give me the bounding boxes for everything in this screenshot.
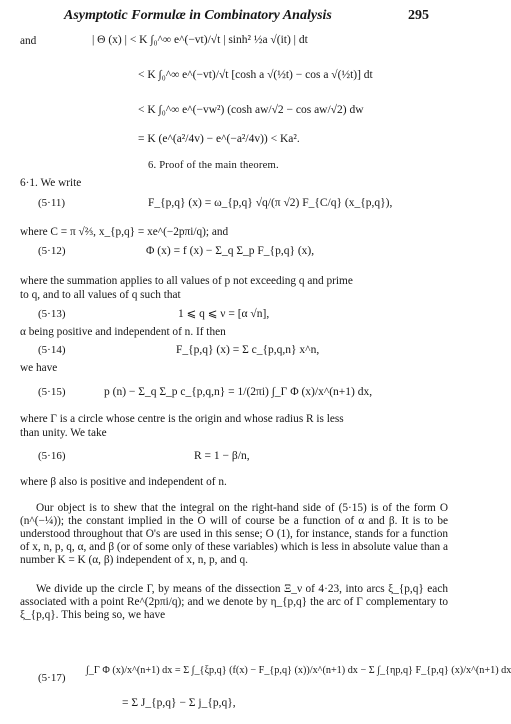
running-header: Asymptotic Formulæ in Combinatory Analysis bbox=[64, 8, 332, 23]
text-p4a: where Γ is a circle whose centre is the origin and whose radius R is less bbox=[20, 413, 344, 425]
eq-number-5-13: (5·13) bbox=[38, 308, 66, 320]
text-p2: α being positive and independent of n. If then bbox=[20, 326, 226, 338]
equation-5-17-line-2: = Σ J_{p,q} − Σ j_{p,q}, bbox=[122, 697, 236, 709]
equation-5-12: Φ (x) = f (x) − Σ_q Σ_p F_{p,q} (x), bbox=[146, 245, 315, 257]
equation-5-16: R = 1 − β/n, bbox=[194, 450, 250, 462]
text-p1a: where the summation applies to all values of p not exceeding q and prime bbox=[20, 275, 353, 287]
eq-number-5-11: (5·11) bbox=[38, 197, 66, 209]
paragraph-our-object: Our object is to shew that the integral on the right-hand side of (5·15) is of the form O (n^(−¼)); the constant implied in the O will of course be a function of α and β. It is to be understood throughout that O's are used in this sense; O (1), for instance, stands for a function of x, n, p, q, α, and β (or of some only of these variables) which is less in absolute value than a number K = K (α, β) independent of x, n, p, and q. bbox=[20, 502, 448, 566]
page-number: 295 bbox=[408, 8, 429, 23]
eq-number-5-14: (5·14) bbox=[38, 344, 66, 356]
equation-5-17: ∫_Γ Φ (x)/x^(n+1) dx = Σ ∫_{ξp,q} (f(x) − F_{p,q} (x))/x^(n+1) dx − Σ ∫_{ηp,q} F_{p,q} (x)/x^(n+1) dx bbox=[86, 665, 511, 676]
inequality-line-4: = K (e^(a²/4v) − e^(−a²/4v)) < Ka². bbox=[138, 133, 300, 145]
paragraph-we-divide: We divide up the circle Γ, by means of the dissection Ξ_ν of 4·23, into arcs ξ_{p,q} each associated with a point Re^(2pπi/q); and we denote by η_{p,q} the arc of Γ complementary to ξ_{p,q}. This being so, we have bbox=[20, 583, 448, 621]
eq-number-5-15: (5·15) bbox=[38, 386, 66, 398]
equation-5-14: F_{p,q} (x) = Σ c_{p,q,n} x^n, bbox=[176, 344, 320, 356]
inequality-line-3: < K ∫₀^∞ e^(−vw²) (cosh aw/√2 − cos aw/√2) dw bbox=[138, 104, 364, 116]
and-word: and bbox=[20, 35, 37, 47]
text-p1b: to q, and to all values of q such that bbox=[20, 289, 181, 301]
text-p5: where β also is positive and independent of n. bbox=[20, 476, 227, 488]
eq-number-5-12: (5·12) bbox=[38, 245, 66, 257]
where-c-line: where C = π √⅔, x_{p,q} = xe^(−2pπi/q); and bbox=[20, 226, 229, 238]
text-p3: we have bbox=[20, 362, 58, 374]
text-p4b: than unity. We take bbox=[20, 427, 107, 439]
section-heading: 6. Proof of the main theorem. bbox=[148, 160, 279, 171]
equation-5-11: F_{p,q} (x) = ω_{p,q} √q/(π √2) F_{C/q} (x_{p,q}), bbox=[148, 197, 393, 209]
inequality-line-2: < K ∫₀^∞ e^(−vt)/√t [cosh a √(½t) − cos a √(½t)] dt bbox=[138, 69, 373, 81]
eq-number-5-17: (5·17) bbox=[38, 672, 66, 684]
eq-number-5-16: (5·16) bbox=[38, 450, 66, 462]
we-write-line: 6·1. We write bbox=[20, 177, 82, 189]
equation-5-15: p (n) − Σ_q Σ_p c_{p,q,n} = 1/(2πi) ∫_Γ Φ (x)/x^(n+1) dx, bbox=[104, 386, 373, 398]
inequality-line-1: | Θ (x) | < K ∫₀^∞ e^(−vt)/√t | sinh² ½a √(it) | dt bbox=[92, 34, 308, 46]
equation-5-13: 1 ⩽ q ⩽ ν = [α √n], bbox=[178, 308, 270, 320]
